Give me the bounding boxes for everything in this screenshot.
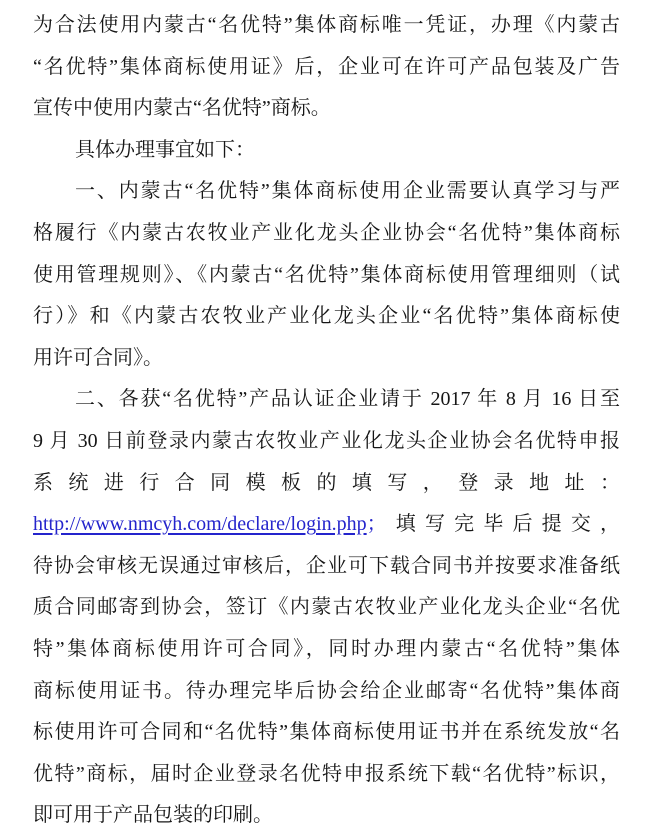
text-segment: 系统进行合同模板的填写，登录地址： <box>33 471 620 494</box>
text-line-8 <box>33 296 620 338</box>
text-segment: 优特”商标，届时企业登录名优特申报系统下载“名优特”标识， <box>33 762 620 785</box>
text-line-3 <box>33 88 620 130</box>
text-segment: 商标使用证书。待办理完毕后协会给企业邮寄“名优特”集体商 <box>33 679 620 702</box>
text-line-19 <box>33 754 620 796</box>
document-text-body <box>33 5 620 837</box>
text-segment: 格履行《内蒙古农牧业产业化龙头企业协会“名优特”集体商标 <box>33 221 620 244</box>
text-line-14 <box>33 546 620 588</box>
text-line-7 <box>33 255 620 297</box>
text-line-16 <box>33 629 620 671</box>
text-segment: 一、内蒙古“名优特”集体商标使用企业需要认真学习与严 <box>75 180 620 203</box>
text-line-6 <box>33 213 620 255</box>
text-line-9 <box>33 338 620 380</box>
text-line-1 <box>33 5 620 47</box>
text-segment: 待协会审核无误通过审核后，企业可下载合同书并按要求准备纸 <box>33 554 620 577</box>
text-line-4 <box>33 130 620 172</box>
text-segment: 具体办理事宜如下： <box>75 138 255 161</box>
text-line-13 <box>33 504 620 546</box>
text-segment: 行）》和《内蒙古农牧业产业化龙头企业“名优特”集体商标使 <box>33 305 620 328</box>
text-line-10 <box>33 379 620 421</box>
text-segment: 使用管理规则》、《内蒙古“名优特”集体商标使用管理细则（试 <box>33 263 620 286</box>
text-segment: 质合同邮寄到协会，签订《内蒙古农牧业产业化龙头企业“名优 <box>33 596 620 619</box>
link-punctuation: ； <box>366 513 387 536</box>
text-segment: 宣传中使用内蒙古“名优特”商标。 <box>33 97 331 120</box>
text-segment: 用许可合同》。 <box>33 346 163 369</box>
text-segment: 即可用于产品包装的印刷。 <box>33 804 273 827</box>
text-segment: 标使用许可合同和“名优特”集体商标使用证书并在系统发放“名 <box>33 721 620 744</box>
text-segment: 为合法使用内蒙古“名优特”集体商标唯一凭证，办理《内蒙古 <box>33 14 620 36</box>
text-line-2 <box>33 47 620 89</box>
text-line-20 <box>33 795 620 837</box>
text-line-17 <box>33 671 620 713</box>
text-segment: 9 月 30 日前登录内蒙古农牧业产业化龙头企业协会名优特申报 <box>33 429 620 452</box>
text-line-15 <box>33 587 620 629</box>
text-line-12 <box>33 463 620 505</box>
text-segment: 二、各获“名优特”产品认证企业请于 2017 年 8 月 16 日至 <box>75 388 620 411</box>
text-line-5 <box>33 171 620 213</box>
text-line-11 <box>33 421 620 463</box>
login-url-link[interactable]: http://www.nmcyh.com/declare/login.php <box>33 513 367 536</box>
text-segment: 特”集体商标使用许可合同》，同时办理内蒙古“名优特”集体 <box>33 637 620 660</box>
text-segment: “名优特”集体商标使用证》后，企业可在许可产品包装及广告 <box>33 55 620 78</box>
text-line-18 <box>33 712 620 754</box>
text-segment: 填写完毕后提交， <box>386 513 620 536</box>
